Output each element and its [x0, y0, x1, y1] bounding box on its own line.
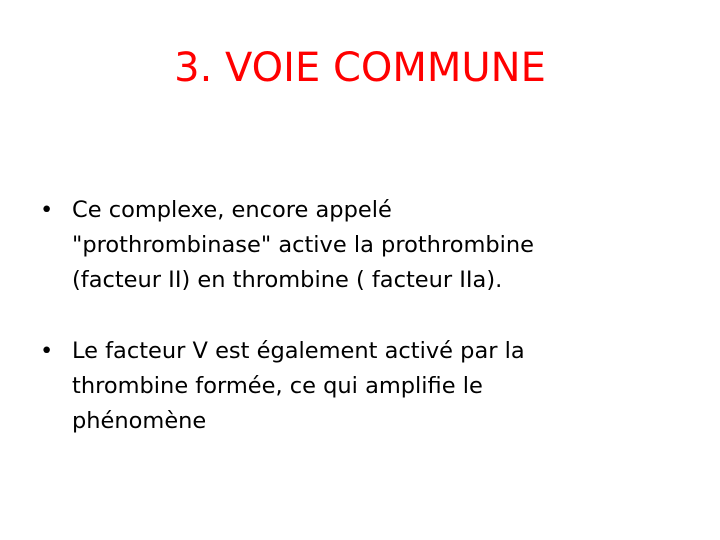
bullet-item — [40, 193, 690, 298]
slide-title: 3. VOIE COMMUNE — [174, 45, 546, 91]
bullet-line: (facteur II) en thrombine ( facteur IIa). — [72, 267, 503, 293]
bullet-line: Le facteur V est également activé par la — [72, 338, 525, 364]
bullet-item — [40, 334, 690, 439]
bullet-line: phénomène — [72, 408, 207, 434]
bullet-list — [40, 193, 690, 439]
bullet-line: Ce complexe, encore appelé — [72, 197, 392, 223]
bullet-marker-icon: • — [40, 197, 54, 223]
bullet-line: "prothrombinase" active la prothrombine — [72, 232, 535, 258]
bullet-marker-icon: • — [40, 338, 54, 364]
bullet-line: thrombine formée, ce qui amplifie le — [72, 373, 483, 399]
